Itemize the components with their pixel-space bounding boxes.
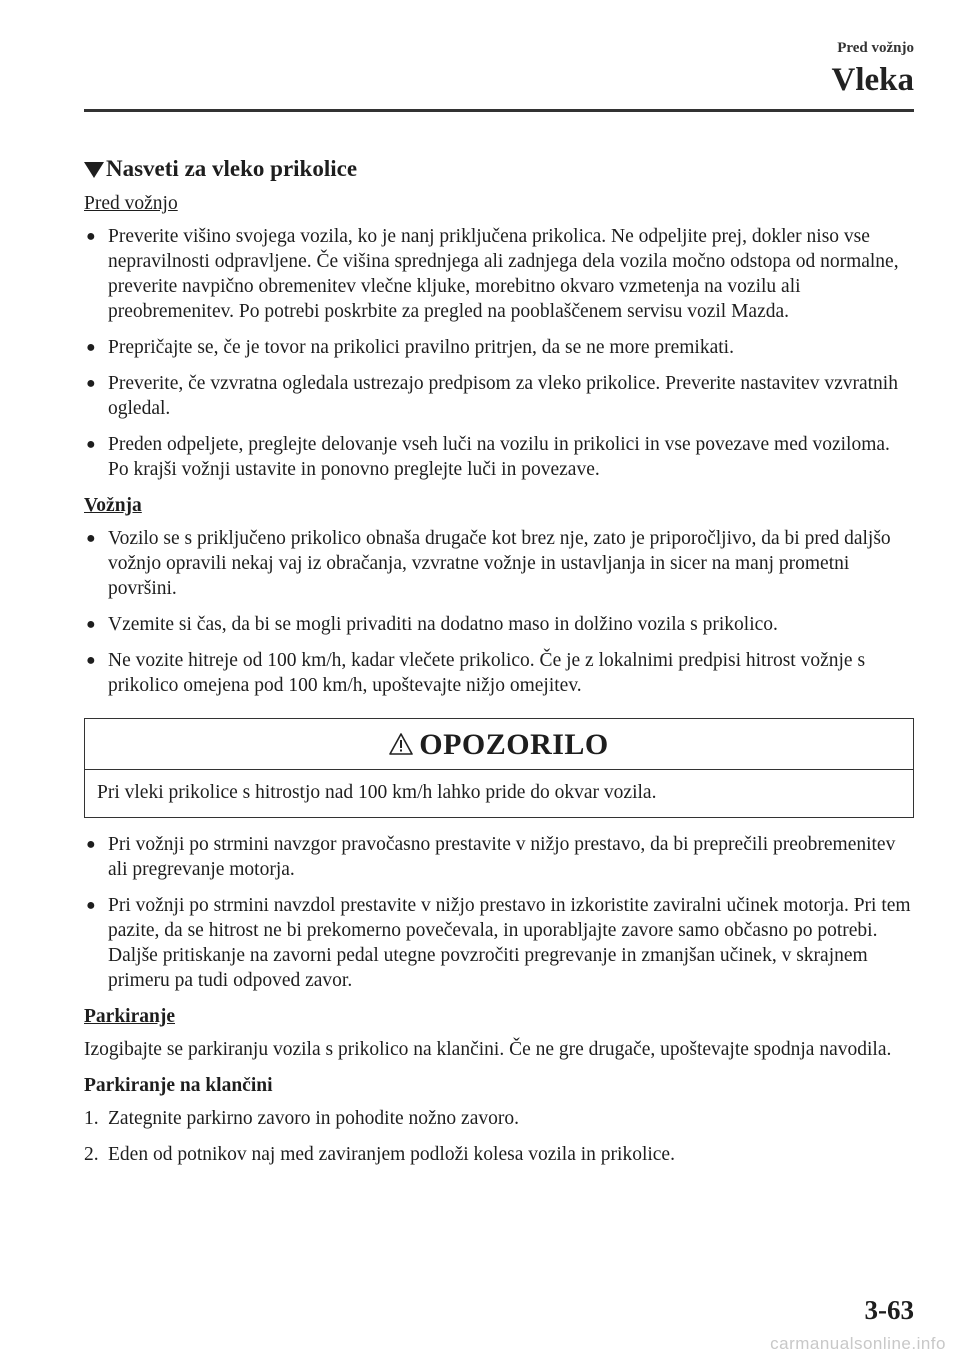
list-item-text: Vzemite si čas, da bi se mogli privaditi na dodatno maso in dolžino vozila s prikolico. (108, 614, 778, 635)
parking-intro: Izogibajte se parkiranju vozila s prikolico na klančini. Če ne gre drugače, upoštevajte spodnja navodila. (84, 1039, 892, 1060)
list-item (84, 832, 914, 882)
list-item (84, 648, 914, 698)
driving-list (84, 526, 914, 698)
section-title-text: Nasveti za vleko prikolice (106, 156, 358, 181)
list-item-text: Pri vožnji po strmini navzdol prestavite v nižjo prestavo in izkoristite zaviralni učinek motorja. Pri tem pazite, da se hitrost ne bi prekomerno povečevala, in uporabljajte zavore samo občasno po potrebi. Daljše pritiskanje na zavorni pedal utegne povzročiti pregrevanje in zmanjšan učinek, v skrajnem primeru pa tudi odpoved zavor. (108, 895, 911, 991)
subheading-driving: Vožnja (84, 495, 142, 516)
list-item-text: Prepričajte se, če je tovor na prikolici pravilno pritrjen, da se ne more premikati. (108, 337, 734, 358)
bullet-icon: ● (86, 530, 96, 547)
before-drive-list (84, 224, 914, 482)
subheading-before-drive: Pred vožnjo (84, 193, 178, 214)
section-title (84, 156, 914, 181)
list-item (84, 432, 914, 482)
watermark: carmanualsonline.info (770, 1334, 946, 1353)
warning-text: Pri vleki prikolice s hitrostjo nad 100 km/h lahko pride do okvar vozila. (97, 782, 657, 803)
step-item (84, 1106, 914, 1131)
list-item-text: Ne vozite hitreje od 100 km/h, kadar vlečete prikolico. Če je z lokalnimi predpisi hitrost vožnje s prikolico omejena pod 100 km/h, upoštevajte nižjo omejitev. (108, 650, 866, 696)
bullet-icon: ● (86, 375, 96, 392)
header-divider (84, 109, 914, 112)
page-number: 3-63 (864, 1295, 914, 1325)
list-item-text: Preden odpeljete, preglejte delovanje vseh luči na vozilu in prikolici in vse povezave med voziloma. Po krajši vožnji ustavite in ponovno preglejte luči in povezave. (108, 434, 890, 480)
bullet-icon: ● (86, 339, 96, 356)
bullet-icon: ● (86, 436, 96, 453)
running-header-section: Pred vožnjo (837, 40, 914, 56)
warning-box (84, 718, 914, 818)
list-item-text: Preverite, če vzvratna ogledala ustrezajo predpisom za vleko prikolice. Preverite nastavitev vzvratnih ogledal. (108, 373, 898, 419)
subheading-parking: Parkiranje (84, 1006, 175, 1027)
driving-list-continued (84, 832, 914, 993)
warning-header (85, 719, 913, 770)
bullet-icon: ● (86, 616, 96, 633)
step-text: Eden od potnikov naj med zaviranjem podloži kolesa vozila in prikolice. (108, 1144, 675, 1165)
page-content (84, 156, 914, 1178)
bullet-icon: ● (86, 836, 96, 853)
step-item (84, 1142, 914, 1167)
list-item-text: Preverite višino svojega vozila, ko je nanj priključena prikolica. Ne odpeljite prej, dokler niso vse nepravilnosti odpravljene. Če višina sprednjega ali zadnjega dela vozila močno odstopa od normalne, preverite navpično obremenitev vlečne kljuke, morebitno okvaro vzmetenja na vozilu ali preobremenitev. Po potrebi poskrbite za pregled na pooblaščenem servisu vozil Mazda. (108, 226, 899, 322)
step-text: Zategnite parkirno zavoro in pohodite nožno zavoro. (108, 1108, 519, 1129)
bullet-icon: ● (86, 652, 96, 669)
running-header-chapter: Vleka (831, 62, 914, 98)
list-item (84, 224, 914, 324)
list-item-text: Vozilo se s priključeno prikolico obnaša drugače kot brez nje, zato je priporočljivo, da bi pred daljšo vožnjo opravili nekaj vaj iz obračanja, vzvratne vožnje in ustavljanja in sicer na manj prometni površini. (108, 528, 891, 599)
step-number: 2. (84, 1144, 99, 1165)
list-item (84, 335, 914, 360)
list-item-text: Pri vožnji po strmini navzgor pravočasno prestavite v nižjo prestavo, da bi preprečili preobremenitev ali pregrevanje motorja. (108, 834, 896, 880)
bullet-icon: ● (86, 897, 96, 914)
warning-title: OPOZORILO (419, 727, 609, 761)
list-item (84, 526, 914, 601)
warning-triangle-icon (389, 733, 413, 755)
subheading-parking-slope: Parkiranje na klančini (84, 1075, 273, 1096)
list-item (84, 371, 914, 421)
bullet-icon: ● (86, 228, 96, 245)
parking-steps (84, 1106, 914, 1167)
list-item (84, 893, 914, 993)
step-number: 1. (84, 1108, 99, 1129)
list-item (84, 612, 914, 637)
triangle-marker-icon (84, 162, 104, 178)
